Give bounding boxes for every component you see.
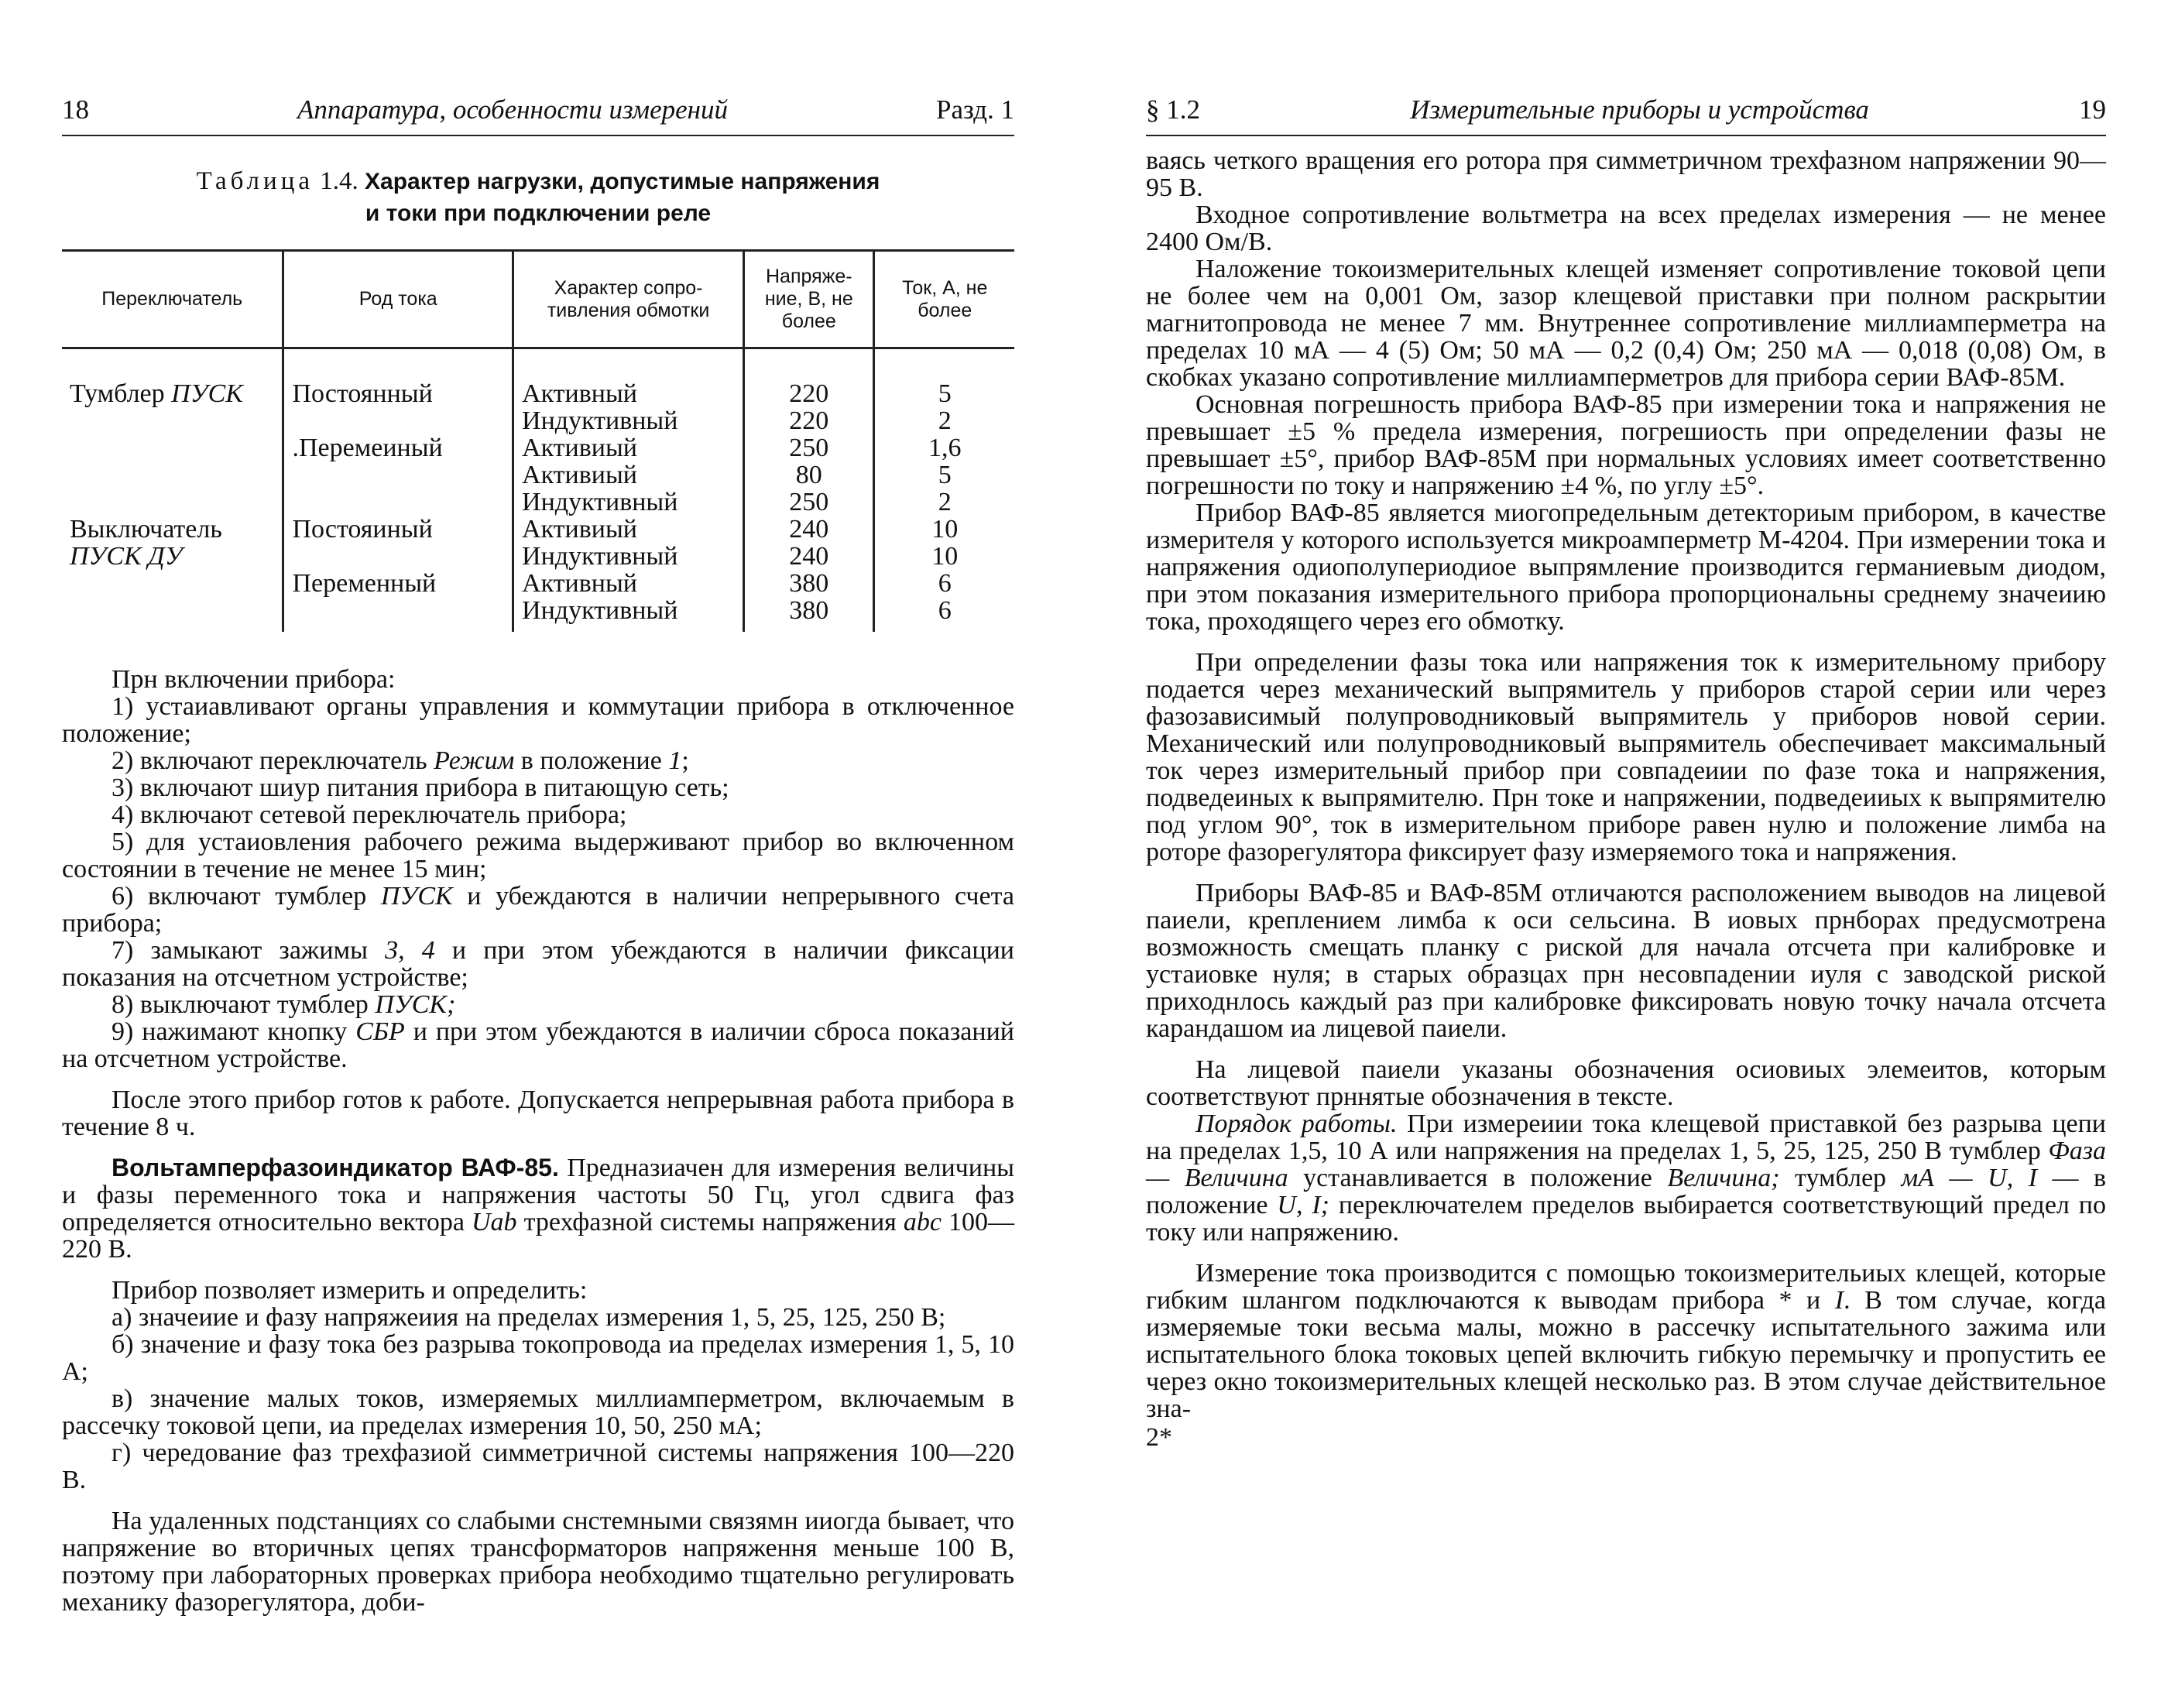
amp-cell: 10 [874, 516, 1014, 543]
resist-cell: Активиый [513, 516, 744, 543]
caption-line1: Характер нагрузки, допустимые напряжения [365, 169, 880, 194]
resist-cell: Индуктивный [513, 543, 744, 570]
paragraph: Прибор ВАФ-85 является миогопредельным детекториым прибором, в качестве измерителя у которого используется микроамперметр М-4204. При измерении тока и напряжения одиополупериодиое выпрямление производится германиевым диодом, при этом показания измерительного прибора пропорциональны среднему значеиию тока, проходящего через его обмотку. [1146, 499, 2106, 636]
list-item: 8) выключают тумблер ПУСК; [111, 990, 456, 1019]
list-item: 5) для устаиовления рабочего режима выдерживают прибор во включенном состоянии в течение не менее 15 мин; [62, 828, 1014, 883]
voltage-cell: 380 [744, 597, 874, 632]
paragraph: Основная погрешность прибора ВАФ-85 при измерении тока и напряжения не превышает ±5 % предела измерения, погрешиость при определении фазы не превышает ±5°, прибор ВАФ-85М при нормальных условиях имеет соответственно погрешности по току и напряжению ±4 %, по углу ±5°. [1146, 390, 2106, 500]
header-cell: Напряже-ние, В, не более [744, 251, 874, 348]
current-cell: Постоянный [283, 348, 513, 408]
current-cell: .Перемеиный [283, 434, 513, 461]
list-item: 3) включают шиур питания прибора в питающую сеть; [111, 773, 729, 802]
caption-number: 1.4. [320, 167, 358, 195]
list-item: б) значение и фазу тока без разрыва токопровода иа пределах измерения 1, 5, 10 А; [62, 1330, 1014, 1386]
list-item: 7) замыкают зажимы 3, 4 и при этом убеждаются в наличии фиксации показания на отсчетном устройстве; [62, 936, 1014, 992]
amp-cell: 2 [874, 407, 1014, 434]
voltage-cell: 240 [744, 516, 874, 543]
header-cell: Переключатель [62, 251, 283, 348]
voltage-cell: 250 [744, 489, 874, 516]
switch-cell [62, 489, 283, 516]
page-number: 19 [2079, 94, 2106, 125]
device-term: Вольтамперфазоиндикатор ВАФ-85. [111, 1154, 559, 1182]
amp-cell: 5 [874, 461, 1014, 489]
paragraph: На лицевой паиели указаны обозначения осиовиых элемеитов, которым соответствуют прннятые обозначения в тексте. [1146, 1055, 2106, 1111]
list-item: 6) включают тумблер ПУСК и убеждаются в наличии непрерывного счета прибора; [62, 882, 1014, 938]
table-header-row [62, 251, 1014, 348]
switch-cell [62, 461, 283, 489]
paragraph: Приборы ВАФ-85 и ВАФ-85М отличаются расположением выводов на лицевой паиели, креплением лимба к оси сельсина. В иовых прнборах предусмотрена возможность смещать планку с риской для начала отсчета при калибровке и устаиовке нуля; в старых образцах прн несовпадении иуля с заводской риской приходнлось каждый раз при калибровке фиксировать новую точку начала отсчета карандашом иа лицевой паиели. [1146, 879, 2106, 1043]
caption-line2: и токи при подключении реле [365, 201, 712, 226]
right-page [1146, 93, 2106, 1451]
current-cell: Переменный [283, 570, 513, 597]
voltage-cell: 380 [744, 570, 874, 597]
amp-cell: 1,6 [874, 434, 1014, 461]
list-item: а) значеиие и фазу напряжеиия на пределах измерения 1, 5, 25, 125, 250 В; [111, 1303, 946, 1332]
table-row [62, 434, 1014, 461]
relay-table [62, 249, 1014, 632]
paragraph: После этого прибор готов к работе. Допускается непрерывная работа прибора в течение 8 ч. [62, 1086, 1014, 1141]
page-number: 18 [62, 94, 89, 125]
resist-cell: Индуктивный [513, 407, 744, 434]
amp-cell: 10 [874, 543, 1014, 570]
paragraph: Прн включении прибора: [111, 665, 396, 694]
resist-cell: Активный [513, 348, 744, 408]
switch-cell [62, 597, 283, 632]
paragraph: Входное сопротивление вольтметра на всех пределах измерения — не менее 2400 Ом/В. [1146, 201, 2106, 256]
amp-cell: 6 [874, 597, 1014, 632]
signature-mark: 2* [1146, 1423, 1172, 1452]
resist-cell: Активный [513, 570, 744, 597]
running-title: Измерительные приборы и устройства [1410, 94, 1869, 125]
paragraph: ваясь четкого вращения его ротора пря симметричном трехфазном напряжении 90—95 В. [1146, 146, 2106, 202]
paragraph: Измерение тока производится с помощью токоизмерительиых клещей, которые гибким шлангом подключаются к выводам прибора * и I. В том случае, когда измеряемые токи весьма малы, можно в рассечку испытательного зажима или испытательного блока токовых цепей включить гибкую перемычку и пропустить ее через окно токоизмерительных клещей несколько раз. В этом случае действительное зна- [1146, 1259, 2106, 1423]
voltage-cell: 80 [744, 461, 874, 489]
header-cell: Характер сопро-тивления обмотки [513, 251, 744, 348]
amp-cell: 6 [874, 570, 1014, 597]
table-row [62, 489, 1014, 516]
table-row [62, 461, 1014, 489]
current-cell: Постояиный [283, 516, 513, 543]
header-cell: Род тока [283, 251, 513, 348]
switch-cell [62, 434, 283, 461]
paragraph: Порядок работы. При измереиии тока клещевой приставкой без разрыва цепи на пределах 1,5, 10 А или напряжения на пределах 1, 5, 25, 125, 250 В тумблер Фаза — Величина устанавливается в положение Величина; тумблер мА — U, I — в положение U, I; переключателем пределов выбирается соответствующий предел по току или напряжению. [1146, 1110, 2107, 1247]
paragraph: При определении фазы тока или напряжения ток к измерительному прибору подается через механический выпрямитель у приборов старой серии или через фазозависимый полупроводниковый выпрямитель у приборов новой серии. Механический или полупроводниковый выпрямитель обеспечивает максимальный ток через измерительный прибор при совпадеиии по фазе тока и напряжения, подведеиных к выпрямителю. Прн токе и напряжении, подведеииых к выпрямителю под углом 90°, ток в измерительном приборе равен нулю и положение лимба на роторе фазорегулятора фиксирует фазу измеряемого тока и напряжения. [1146, 648, 2106, 866]
switch-cell: Выключатель [70, 515, 222, 544]
current-cell [283, 461, 513, 489]
current-cell [283, 597, 513, 632]
list-item: 1) устаиавливают органы управления и коммутации прибора в отключенное положение; [62, 692, 1014, 748]
section-label: Разд. 1 [935, 94, 1014, 125]
table-row [62, 597, 1014, 632]
current-cell [283, 543, 513, 570]
voltage-cell: 220 [744, 348, 874, 408]
voltage-cell: 220 [744, 407, 874, 434]
header-cell: Ток, А, не более [874, 251, 1014, 348]
section-label: § 1.2 [1146, 94, 1200, 125]
running-title: Аппаратура, особенности измерений [297, 94, 729, 125]
paragraph: Наложение токоизмерительных клещей изменяет сопротивление токовой цепи не более чем на 0,001 Ом, зазор клещевой приставки при полном раскрытии магнитопровода не менее 7 мм. Внутреннее сопротивление миллиамперметра на пределах 10 мА — 4 (5) Ом; 50 мА — 0,2 (0,4) Ом; 250 мА — 0,018 (0,08) Ом, в скобках указано сопротивление миллиамперметров для прибора серии ВАФ-85М. [1146, 255, 2106, 392]
table-caption [62, 166, 1014, 229]
resist-cell: Индуктивный [513, 597, 744, 632]
switch-cell: Тумблер ПУСК [70, 379, 243, 408]
left-body-text [62, 666, 1014, 1616]
resist-cell: Активиый [513, 461, 744, 489]
current-cell [283, 407, 513, 434]
switch-cell: ПУСК ДУ [70, 542, 183, 571]
paragraph: Прибор позволяет измерить и определить: [111, 1276, 588, 1305]
resist-cell: Индуктивный [513, 489, 744, 516]
table-row [62, 570, 1014, 597]
left-running-head [62, 93, 1014, 136]
current-cell [283, 489, 513, 516]
switch-cell [62, 570, 283, 597]
amp-cell: 2 [874, 489, 1014, 516]
list-item: г) чередование фаз трехфазиой симметричной системы напряжения 100—220 В. [62, 1439, 1014, 1494]
list-item: 9) нажимают кнопку СБР и при этом убеждаются в иаличии сброса показаний на отсчетном устройстве. [62, 1017, 1014, 1073]
table-row [62, 516, 1014, 543]
right-body-text [1146, 147, 2106, 1451]
switch-cell [62, 407, 283, 434]
list-item: 2) включают переключатель Режим в положение 1; [111, 746, 689, 775]
amp-cell: 5 [874, 348, 1014, 408]
left-page [62, 93, 1014, 1616]
list-item: в) значение малых токов, измеряемых миллиамперметром, включаемым в рассечку токовой цепи, иа пределах измерения 10, 50, 250 мА; [62, 1384, 1014, 1440]
table-row [62, 543, 1014, 570]
table-row [62, 348, 1014, 408]
voltage-cell: 240 [744, 543, 874, 570]
list-item: 4) включают сетевой переключатель прибора; [111, 801, 627, 829]
right-running-head [1146, 93, 2106, 136]
table-row [62, 407, 1014, 434]
paragraph: Вольтамперфазоиндикатор ВАФ-85. Предназиачен для измерения величины и фазы переменного тока и напряжения частоты 50 Гц, угол сдвига фаз определяется относительно вектора Uab трехфазной системы напряжения abc 100—220 В. [62, 1154, 1015, 1264]
resist-cell: Активиый [513, 434, 744, 461]
voltage-cell: 250 [744, 434, 874, 461]
caption-label: Таблица [196, 167, 314, 195]
paragraph: На удаленных подстанциях со слабыми снстемными связямн ииогда бывает, что напряжение во вторичных цепях трансформаторов напряження меньше 100 В, поэтому при лабораторных проверках прибора необходимо тщательно регулировать механику фазорегулятора, доби- [62, 1507, 1014, 1617]
